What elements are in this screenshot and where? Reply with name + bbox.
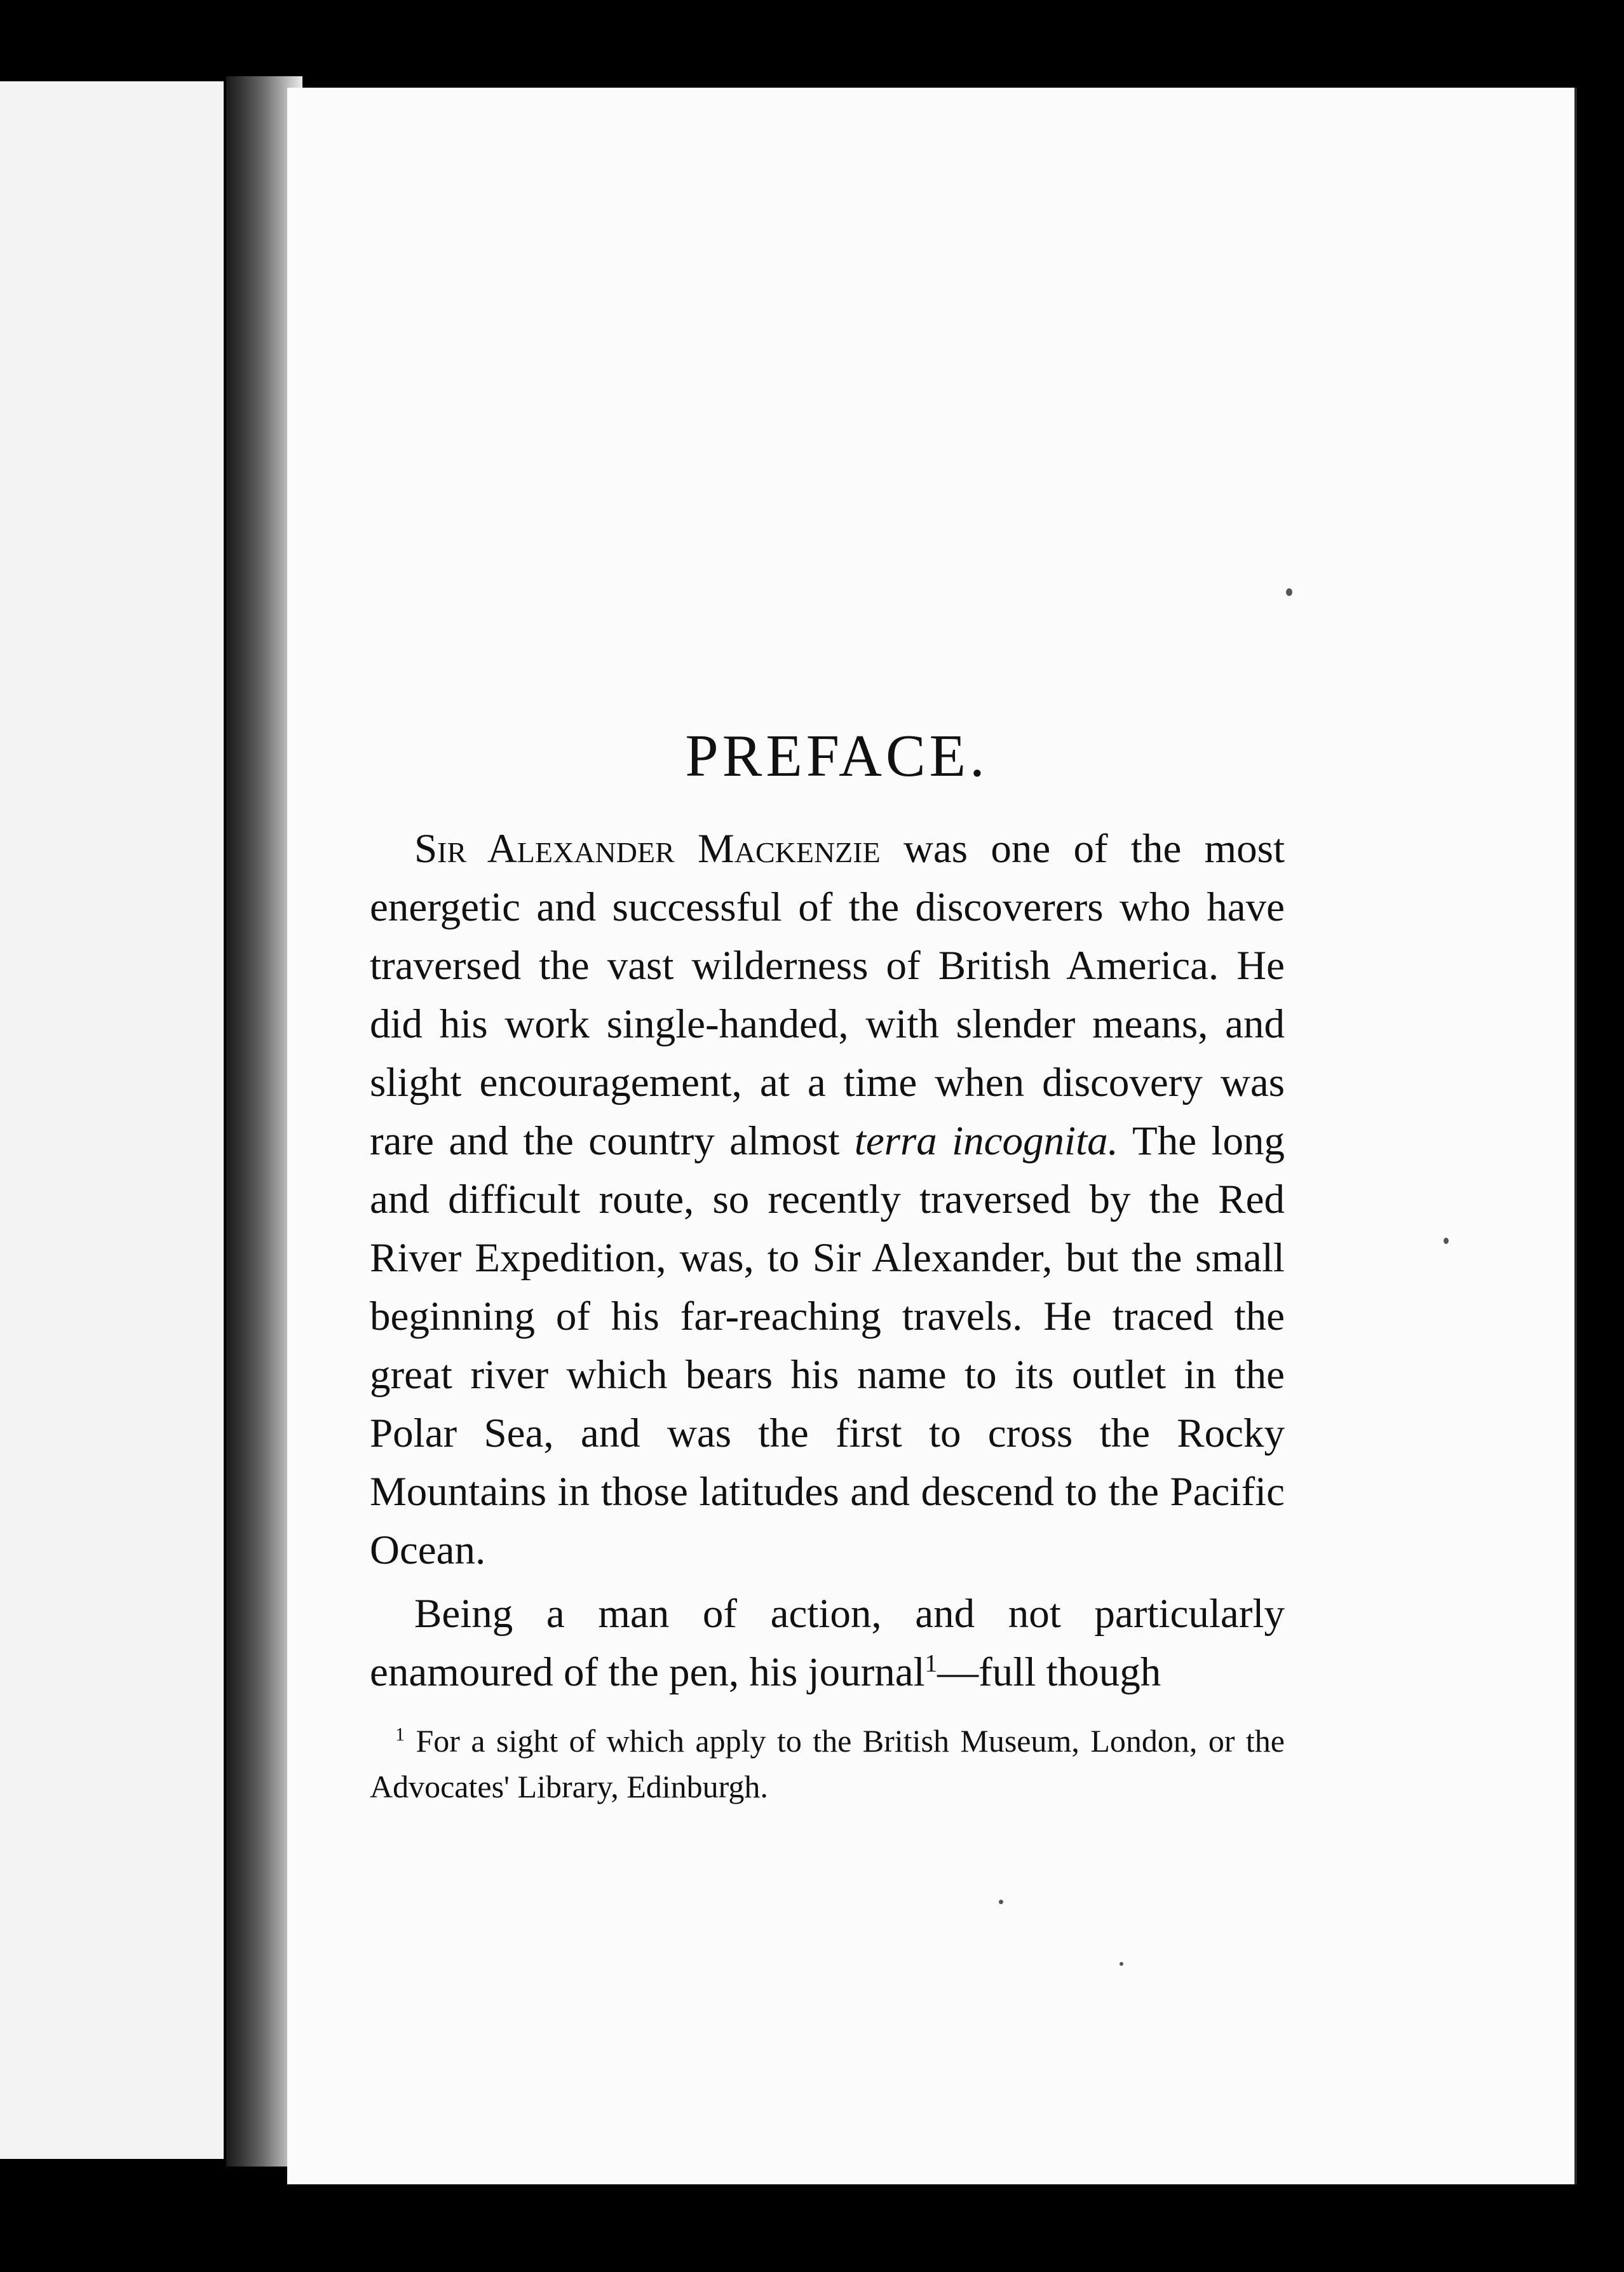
left-page-edge xyxy=(0,81,224,2159)
footnote-text: For a sight of which apply to the British Museum, London, or the Advocates' Library, Edinburgh. xyxy=(370,1723,1285,1804)
page-text-block xyxy=(370,718,1285,1809)
paper-speck xyxy=(1120,1962,1123,1966)
italic-phrase: terra incognita. xyxy=(854,1118,1118,1164)
paragraph-text: The long and difficult route, so recently traversed by the Red River Expedition, was, to Sir Alexander, but the small beginning of his far-reaching travels. He traced the great river which bears his name to its outlet in the Polar Sea, and was the first to cross the Rocky Mountains in those latitudes and descend to the Pacific Ocean. xyxy=(370,1118,1285,1573)
page-title: PREFACE. xyxy=(685,723,989,789)
footnote xyxy=(370,1718,1285,1809)
paper-speck xyxy=(999,1900,1003,1904)
author-name: Sir Alexander Mackenzie xyxy=(414,826,881,872)
footnote-mark: 1 xyxy=(395,1724,405,1745)
paper-speck xyxy=(1444,1238,1449,1244)
paragraph-text: —full though xyxy=(937,1649,1161,1695)
preface-paragraph xyxy=(370,820,1285,1579)
paragraph-text: was one of the most energetic and successful of the discoverers who have traversed the vast wilderness of British America. He did his work single-handed, with slender means, and slight encouragement, at a time when discovery was rare and the country almost xyxy=(370,826,1285,1164)
footnote-reference: 1 xyxy=(924,1649,938,1677)
paragraph-text: Being a man of action, and not particularly enamoured of the pen, his journal xyxy=(370,1591,1285,1695)
paper-speck xyxy=(1286,588,1292,596)
preface-paragraph xyxy=(370,1585,1285,1701)
